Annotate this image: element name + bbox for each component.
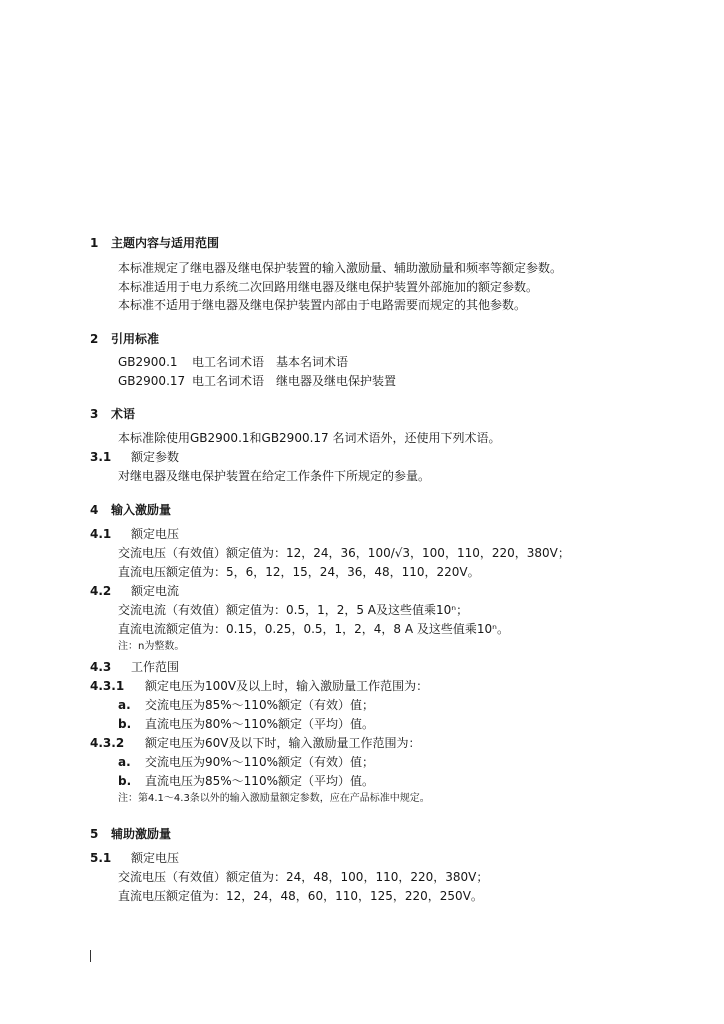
clause-4-3-number: 4.3	[90, 660, 112, 674]
section-3-paragraph: 本标准除使用GB2900.1和GB2900.17 名词术语外，还使用下列术语。	[118, 431, 501, 445]
reference-name: 电工名词术语 基本名词术语	[192, 355, 349, 369]
clause-4-1-dc-text: 直流电压额定值为：5，6，12，15，24，36，48，110，220V。	[118, 565, 480, 579]
reference-item	[118, 375, 396, 387]
section-5-number: 5	[90, 827, 99, 841]
item-a-label: a.	[118, 698, 131, 712]
item-a-label: a.	[118, 755, 131, 769]
clause-4-2-number: 4.2	[90, 584, 112, 598]
reference-item	[118, 356, 348, 368]
section-4-number: 4	[90, 503, 99, 517]
section-3-number: 3	[90, 407, 99, 421]
item-b-text: 直流电压为80%～110%额定（平均）值。	[145, 717, 374, 731]
reference-code: GB2900.17	[118, 374, 186, 388]
item-a-text: 交流电压为85%～110%额定（有效）值；	[145, 698, 374, 712]
clause-5-1-number: 5.1	[90, 851, 112, 865]
clause-3-1-text: 对继电器及继电保护装置在给定工作条件下所规定的参量。	[118, 469, 431, 483]
clause-4-1-title: 额定电压	[131, 527, 180, 541]
section-4-note: 注：第4.1～4.3条以外的输入激励量额定参数，应在产品标准中规定。	[118, 793, 430, 804]
clause-5-1-title: 额定电压	[131, 851, 180, 865]
clause-5-1-ac-text: 交流电压（有效值）额定值为：24，48，100，110，220，380V；	[118, 870, 489, 884]
section-2-number: 2	[90, 332, 99, 346]
section-5-title: 辅助激励量	[111, 827, 172, 841]
clause-4-1-number: 4.1	[90, 527, 112, 541]
page-edge-mark	[90, 950, 91, 962]
clause-4-2-title: 额定电流	[131, 584, 180, 598]
clause-4-1-ac-text: 交流电压（有效值）额定值为：12，24，36，100/√3，100，110，220，380V；	[118, 546, 570, 560]
section-1-title: 主题内容与适用范围	[111, 236, 220, 250]
reference-name: 电工名词术语 继电器及继电保护装置	[192, 374, 397, 388]
reference-code: GB2900.1	[118, 355, 178, 369]
clause-4-2-ac-text: 交流电流（有效值）额定值为：0.5，1，2，5 A及这些值乘10ⁿ；	[118, 603, 469, 617]
item-b-label: b.	[118, 774, 132, 788]
clause-3-1-title: 额定参数	[131, 450, 180, 464]
clause-4-3-1-title: 额定电压为100V及以上时，输入激励量工作范围为：	[145, 679, 429, 693]
section-1-paragraph: 本标准规定了继电器及继电保护装置的输入激励量、辅助激励量和频率等额定参数。	[118, 261, 563, 275]
item-b-text: 直流电压为85%～110%额定（平均）值。	[145, 774, 374, 788]
section-2-title: 引用标准	[111, 332, 160, 346]
section-3-title: 术语	[111, 407, 136, 421]
clause-4-3-2-number: 4.3.2	[90, 736, 125, 750]
section-1-paragraph: 本标准不适用于继电器及继电保护装置内部由于电路需要而规定的其他参数。	[118, 298, 527, 312]
section-4-title: 输入激励量	[111, 503, 172, 517]
item-a-text: 交流电压为90%～110%额定（有效）值；	[145, 755, 374, 769]
item-b-label: b.	[118, 717, 132, 731]
clause-4-3-title: 工作范围	[131, 660, 180, 674]
clause-5-1-dc-text: 直流电压额定值为：12，24，48，60，110，125，220，250V。	[118, 889, 483, 903]
section-1-number: 1	[90, 236, 99, 250]
clause-4-2-dc-text: 直流电流额定值为：0.15，0.25，0.5，1，2，4，8 A 及这些值乘10ⁿ。	[118, 622, 509, 636]
section-1-paragraph: 本标准适用于电力系统二次回路用继电器及继电保护装置外部施加的额定参数。	[118, 280, 539, 294]
clause-4-3-2-title: 额定电压为60V及以下时，输入激励量工作范围为：	[145, 736, 421, 750]
clause-4-3-1-number: 4.3.1	[90, 679, 125, 693]
clause-3-1-number: 3.1	[90, 450, 112, 464]
clause-4-2-note: 注：n为整数。	[118, 641, 185, 652]
